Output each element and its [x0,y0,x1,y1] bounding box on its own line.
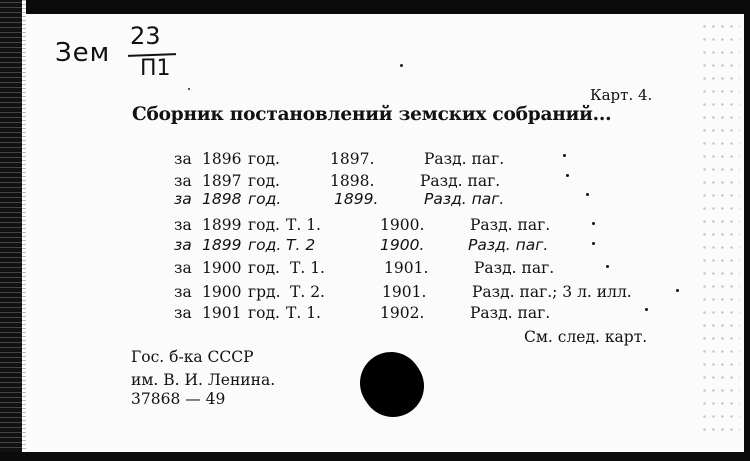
scan-border-bottom [0,452,750,461]
holding-pub-year: 1901. [382,283,427,301]
scan-border-left [0,0,22,461]
holding-god: грд. [248,283,281,301]
holding-paging: Разд. паг. [474,259,555,277]
holding-year: 1901 [202,304,242,322]
shelfmark-denominator: П1 [140,56,171,81]
holding-volume: Т. 1. [290,259,325,277]
holding-year: 1900 [202,283,242,301]
holding-paging: Разд. паг. [470,216,551,234]
scan-noise [700,20,740,440]
holding-prefix: за [174,190,192,208]
holding-god: год. [248,172,280,190]
holding-prefix: за [174,259,192,277]
holding-god: год. [248,150,280,168]
holding-pub-year: 1898. [330,172,375,190]
holding-mark [592,222,595,225]
holding-god: год. [248,259,280,277]
holding-god: год. [248,304,280,322]
speck [188,88,190,90]
holding-prefix: за [174,304,192,322]
holding-prefix: за [174,283,192,301]
holding-volume: Т. 1. [286,216,321,234]
holding-god: год. [248,236,282,254]
library-stamp-line1: Гос. б-ка СССР [131,348,254,366]
scan-border-top [0,0,750,14]
holding-mark [586,193,589,196]
holding-paging: Разд. паг.; 3 л. илл. [472,283,632,301]
holding-pub-year: 1897. [330,150,375,168]
holding-mark [592,242,595,245]
holding-prefix: за [174,172,192,190]
holding-mark [645,308,648,311]
holding-prefix: за [174,150,192,168]
holding-year: 1896 [202,150,242,168]
holding-paging: Разд. паг. [470,304,551,322]
library-stamp-line3: 37868 — 49 [131,390,226,408]
holding-volume: Т. 1. [286,304,321,322]
holding-year: 1898 [202,190,242,208]
holding-pub-year: 1902. [380,304,425,322]
holding-pub-year: 1901. [384,259,429,277]
holding-paging: Разд. паг. [420,172,501,190]
holding-volume: Т. 2. [290,283,325,301]
shelfmark-prefix: Зем [55,38,111,68]
scan-border-left-inner [22,0,26,461]
holding-year: 1899 [202,236,242,254]
holding-mark [606,265,609,268]
ink-blot [360,352,422,414]
see-next-card: См. след. карт. [524,328,648,346]
holding-paging: Разд. паг. [424,150,505,168]
holding-pub-year: 1900. [380,236,425,254]
holding-year: 1900 [202,259,242,277]
card-title: Сборник постановлений земских собраний... [132,104,612,125]
holding-year: 1899 [202,216,242,234]
holding-mark [566,174,569,177]
holding-pub-year: 1899. [334,190,379,208]
shelfmark-numerator: 23 [130,22,161,50]
library-stamp-line2: им. В. И. Ленина. [131,371,276,389]
holding-prefix: за [174,216,192,234]
holding-mark [676,289,679,292]
holding-paging: Разд. паг. [468,236,549,254]
speck [400,64,403,67]
holding-pub-year: 1900. [380,216,425,234]
holding-year: 1897 [202,172,242,190]
card-number: Карт. 4. [590,86,653,104]
holding-paging: Разд. паг. [424,190,505,208]
holding-prefix: за [174,236,192,254]
holding-mark [563,154,566,157]
holding-volume: Т. 2 [286,236,316,254]
scan-border-right [744,0,750,461]
holding-god: год. [248,190,282,208]
holding-god: год. [248,216,280,234]
